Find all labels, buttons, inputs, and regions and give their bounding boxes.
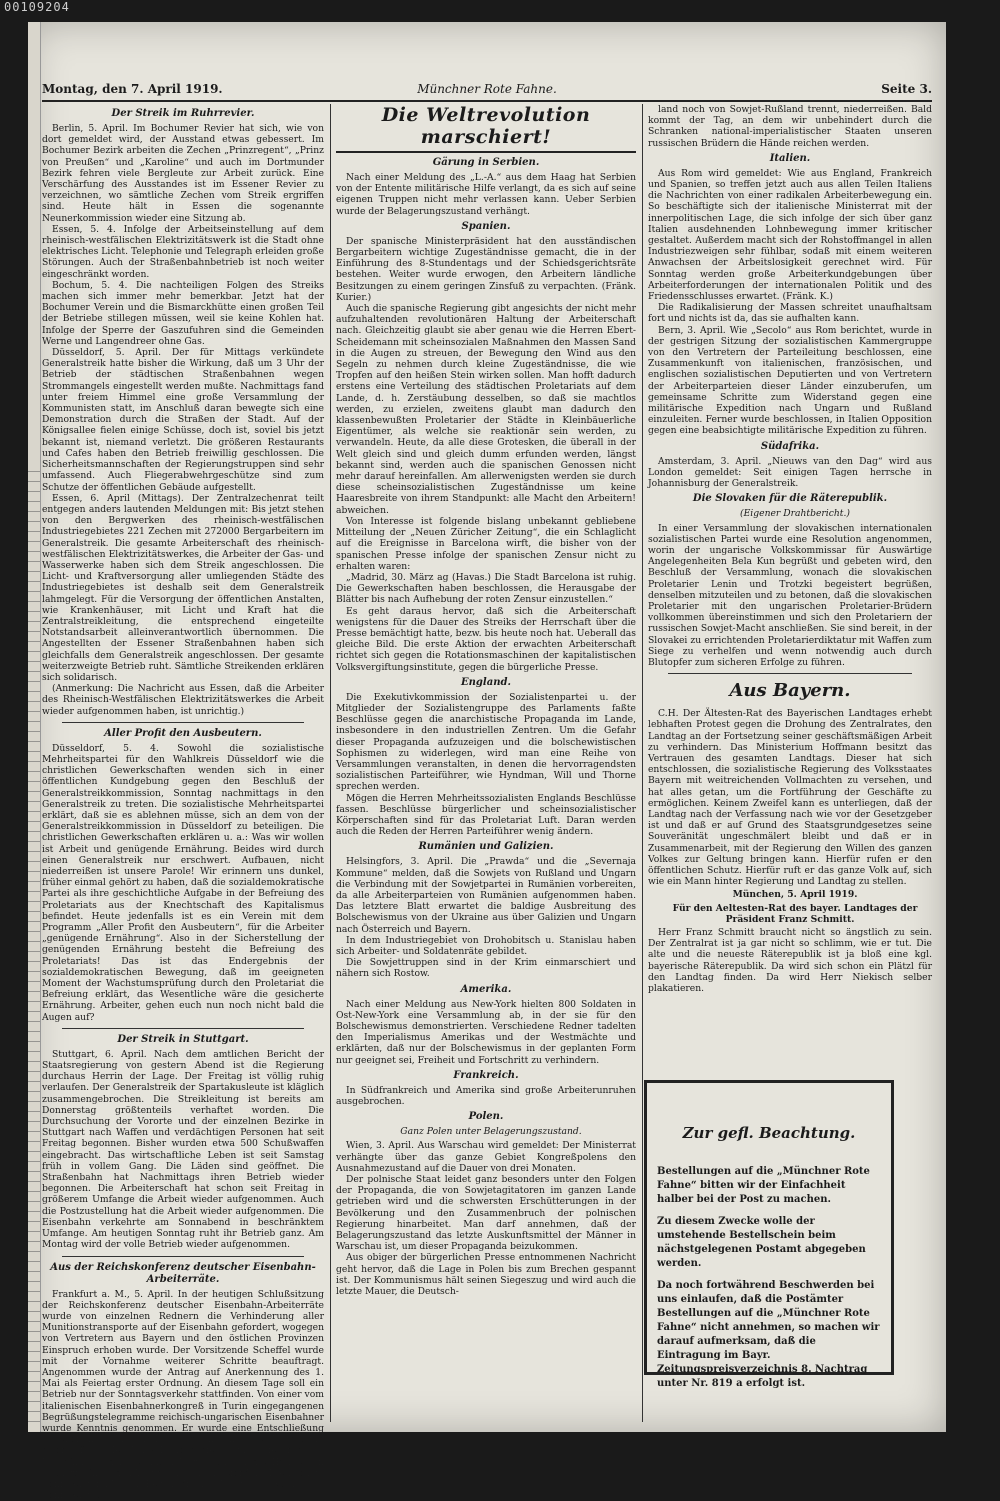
article-paragraph: Nach einer Meldung aus New-York hielten 800 Soldaten in Ost-New-York eine Versammlung ab, in der sie für den Bolschewismus demonstrierten. Verschiedene Redner tadelten den Imperialismus Amerikas und der Westmächte und erklärten, daß nur der Bolschewismus in der geplanten Form nur geeignet sei, Freiheit und Fortschritt zu verhindern. [336, 999, 636, 1066]
article-paragraph: Es geht daraus hervor, daß sich die Arbeiterschaft wenigstens für die Dauer des Streiks der Herrschaft über die Presse bemächtigt hatte, bezw. bis heute noch hat. Ueberall das gleiche Bild. Die erste Aktion der erwachten Arbeiterschaft richtet sich gegen die Rotationsmaschinen der kapitalistischen Volksvergiftungsinstitute, gegen die bürgerliche Presse. [336, 606, 636, 673]
article-paragraph: Wien, 3. April. Aus Warschau wird gemeldet: Der Ministerrat verhängte über das ganze Gebiet Kongreßpolens den Ausnahmezustand auf die Dauer von drei Monaten. [336, 1140, 636, 1174]
article-heading: Rumänien und Galizien. [336, 841, 636, 853]
article-paragraph: Von Interesse ist folgende bislang unbekannt gebliebene Mitteilung der „Neuen Züricher Zeitung“, die ein Schlaglicht auf die Ereignisse in Barcelona wirft, die bisher von der spanischen Presse infolge der spanischen Zensur nicht zu erhalten waren: [336, 516, 636, 572]
article-paragraph: Essen, 5. 4. Infolge der Arbeitseinstellung auf dem rheinisch-westfälischen Elektrizitätswerk ist die Stadt ohne elektrisches Licht. Telephonie und Telegraph erleiden große Störungen. Auch der Straßenbahnbetrieb ist noch weiter eingeschränkt worden. [42, 224, 324, 280]
article-paragraph: Düsseldorf, 5. 4. Sowohl die sozialistische Mehrheitspartei für den Wahlkreis Düsseldorf wie die christlichen Gewerkschaften wenden sich in einer öffentlichen Kundgebung gegen den Beschluß der Generalstreikkommission, Sonntag nachmittags in den Generalstreik zu treten. Die sozialistische Mehrheitspartei erklärt, daß sie es ablehnen müsse, sich an dem von der Generalstreikkommission in Düsseldorf zu beteiligen. Die christlichen Gewerkschaften erklären u. a.: Was wir wollen ist Arbeit und genügende Ernährung. Beides wird durch einen Generalstreik nur erschwert. Aufbauen, nicht niederreißen ist unsere Parole! Wir erinnern uns dunkel, früher einmal gehört zu haben, daß die sozialdemokratische Partei als ihre geschichtliche Aufgabe in der Befreiung des Proletariats aus der Knechtschaft des Kapitalismus befindet. Heute jedenfalls ist es ein Verein mit dem Programm „Aller Profit den Ausbeutern“, für die Arbeiter „genügende Ernährung“. Also in der Sicherstellung der genügenden Ernährung besteht die Befreiung des Proletariats! Das ist das Endergebnis der sozialdemokratischen Bewegung, daß im geeigneten Moment der Wachstumsprüfung durch den Proletariat die Befreiung erklärt, das Wesentliche wäre die gesicherte Ernährung. Arbeiter, gehen euch nun noch nicht bald die Augen auf? [42, 743, 324, 1023]
notice-paragraph: Bestellungen auf die „Münchner Rote Fahne“ bitten wir der Einfachheit halber bei der Post zu machen. [657, 1165, 881, 1207]
notice-paragraph: Zu diesem Zwecke wolle der umstehende Bestellschein beim nächstgelegenen Postamt abgegeben werden. [657, 1215, 881, 1271]
column-middle [336, 104, 636, 1424]
article-heading: England. [336, 677, 636, 689]
column-left [42, 104, 324, 1424]
article-paragraph: In dem Industriegebiet von Drohobitsch u. Stanislau haben sich Arbeiter- und Soldatenräte gebildet. [336, 935, 636, 957]
article-paragraph: Mögen die Herren Mehrheitssozialisten Englands Beschlüsse fassen. Beschlüsse bürgerlicher und scheinsozialistischer Körperschaften sind für das Proletariat Luft. Daran werden auch die Reden der Herren Parteiführer wenig ändern. [336, 793, 636, 838]
section-divider [668, 673, 912, 674]
main-headline: Die Weltrevolution marschiert! [336, 104, 636, 153]
article-paragraph: Auch die spanische Regierung gibt angesichts der nicht mehr aufzuhaltenden revolutionären Haltung der Arbeiterschaft nach. Gleichzeitig glaubt sie aber genau wie die Herren Ebert-Scheidemann mit scheinsozialen Maßnahmen den Massen Sand in die Augen zu streuen, der Bewegung den Wind aus den Segeln zu nehmen durch kleine Zugeständnisse, die wie Tropfen auf den heißen Stein wirken sollen. Man hofft dadurch erstens eine Verteilung des städtischen Proletariats auf dem Lande, d. h. Zerstäubung desselben, so daß sie machtlos werden, zu erzielen, zweitens glaubt man dadurch den klassenbewußten Proletarier der Städte in Kleinbäuerliche Eigentümer, als welche sie reaktionär sein werden, zu verwandeln. Heute, da alle diese Grotesken, die überall in der Welt gleich sind und gleich dumm erfunden werden, längst bekannt sind, werden auch die spanischen Genossen nicht mehr darauf hereinfallen. Am allerwenigsten werden sie durch diese scheinsozialistischen Zugeständnisse um keine Haaresbreite von ihrem Standpunkt: alle Macht den Arbeitern! abweichen. [336, 303, 636, 516]
section-divider [62, 1256, 304, 1257]
article-paragraph: Herr Franz Schmitt braucht nicht so ängstlich zu sein. Der Zentralrat ist ja gar nicht so schlimm, wie er tut. Die alte und die neueste Räterepublik ist ja bloß eine kgl. bayerische Räterepublik. Da wird sich schon ein Plätzl für den Landtag finden. Da wird Herr Niekisch selber plakatieren. [648, 927, 932, 994]
column-rule [642, 104, 643, 1422]
article-heading: Der Streik im Ruhrrevier. [42, 108, 324, 120]
article-heading: Polen. [336, 1111, 636, 1123]
article-paragraph: Düsseldorf, 5. April. Der für Mittags verkündete Generalstreik hatte bisher die Wirkung, daß um 3 Uhr der Betrieb der städtischen Straßenbahnen wegen Strommangels eingestellt werden mußte. Nachmittags fand unter freiem Himmel eine große Versammlung der Kommunisten statt, im Anschluß daran bewegte sich eine Demonstration durch die Straßen der Stadt. Auf der Königsallee fielen einige Schüsse, doch ist, soviel bis jetzt bekannt ist, niemand verletzt. Die größeren Restaurants und Cafes haben den Betrieb freiwillig geschlossen. Die Sicherheitsmannschaften der Regierungstruppen sind sehr umfassend. Auch Fliegerabwehrgeschütze sind zum Schutze der öffentlichen Gebäude aufgestellt. [42, 347, 324, 493]
dateline: München, 5. April 1919. [648, 889, 932, 900]
adjacent-page-stub [28, 22, 41, 1432]
notice-paragraph: Da noch fortwährend Beschwerden bei uns einlaufen, daß die Postämter Bestellungen auf die „Münchner Rote Fahne“ nicht annehmen, so machen wir darauf aufmerksam, daß die Eintragung im Bayr. Zeitungspreisverzeichnis 8. Nachtrag unter Nr. 819 a erfolgt ist. [657, 1279, 881, 1391]
article-heading: Spanien. [336, 221, 636, 233]
article-paragraph: Der spanische Ministerpräsident hat den ausständischen Bergarbeitern wichtige Zugeständnisse gemacht, die in der Einführung des 8-Stundentags und der Schiedsgerichtsräte bestehen. Weiter wurde erwogen, den Arbeitern ländliche Besitzungen zu einem geringen Zinsfuß zu verpachten. (Fränk. Kurier.) [336, 236, 636, 303]
notice-box [644, 1080, 894, 1375]
column-rule [330, 104, 331, 1422]
header-page-number: Seite 3. [881, 82, 932, 96]
article-paragraph: Frankfurt a. M., 5. April. In der heutigen Schlußsitzung der Reichskonferenz deutscher Eisenbahn-Arbeiterräte wurde von einzelnen Rednern die Verhinderung aller Munitionstransporte auf der Eisenbahn gefordert, wogegen von Vertretern aus Bayern und den östlichen Provinzen Einspruch erhoben wurde. Der Vorsitzende Scheffel wurde mit der Vornahme weiterer Schritte beauftragt. Angenommen wurde der Antrag auf Anerkennung des 1. Mai als Feiertag erster Ordnung. An diesem Tage soll ein Betrieb nur der Sonntagsverkehr stattfinden. Von einer vom italienischen Eisenbahnerkongreß in Turin eingegangenen Begrüßungstelegramme reichisch-ungarischen Eisenbahner wurde Kenntnis genommen. Er wurde eine Entschließung angenommen, daß das Räte-System wurde des Verfassung sofort für alle Verwaltungsgebiete und die restlose Überführung der gesamten Verwaltung in die Hände von noch zu wählenden Vertrauensleuten gefordert. Die nächste Konferenz findet in Berlin die norddeutsche Eisenbahn-Konferenz statt. [42, 1289, 324, 1501]
article-paragraph: Der polnische Staat leidet ganz besonders unter den Folgen der Propaganda, die von Sowjetagitatoren im ganzen Lande getrieben wird und die schwersten Erschütterungen in der Bevölkerung und den Zusammenbruch der polnischen Regierung hinarbeitet. Man darf annehmen, daß der Belagerungszustand das letzte Auskunftsmittel der Männer in Warschau ist, um dieser Propaganda beizukommen. [336, 1174, 636, 1252]
article-paragraph: Berlin, 5. April. Im Bochumer Revier hat sich, wie von dort gemeldet wird, der Ausstand etwas gebessert. Im Bochumer Bezirk arbeiten die Zechen „Prinzregent“, „Prinz von Preußen“ und „Karoline“ und auch im Dortmunder Bezirk fehren viele Bergleute zur Arbeit zurück. Eine Verschärfung des Ausstandes ist im Essener Revier zu verzeichnen, wo sämtliche Zechen vom Streik ergriffen sind. Heute hält in Essen die sogenannte Neunerkommission wieder eine Sitzung ab. [42, 123, 324, 224]
article-heading: Italien. [648, 153, 932, 165]
article-paragraph: Stuttgart, 6. April. Nach dem amtlichen Bericht der Staatsregierung von gestern Abend ist die Regierung durchaus Herrin der Lage. Der Freitag ist völlig ruhig verlaufen. Der Generalstreik der Spartakusleute ist kläglich zusammengebrochen. Die Streikleitung ist bereits am Donnerstag größtenteils verhaftet worden. Die Durchsuchung der Vororte und der einzelnen Bezirke in Stuttgart nach Waffen und verdächtigen Personen hat seit Freitag begonnen. Bisher wurden etwa 500 Schußwaffen eingebracht. Das wirtschaftliche Leben ist seit Samstag früh in vollem Gang. Die Läden sind geöffnet. Die Straßenbahn hat Nachmittags ihren Betrieb wieder begonnen. Die Arbeiterschaft hat schon seit Freitag in größerem Umfange die Arbeit wieder aufgenommen. Auch die Postzustellung hat die Arbeit wieder aufgenommen. Die Eisenbahn verkehrte am Sonnabend in beschränktem Umfange. Am heutigen Sonntag ruht ihr Betrieb ganz. Am Montag wird der volle Betrieb wieder aufgenommen. [42, 1049, 324, 1251]
section-divider [62, 722, 304, 723]
article-paragraph: Bern, 3. April. Wie „Secolo“ aus Rom berichtet, wurde in der gestrigen Sitzung der sozialistischen Kammergruppe von den Vertretern der Parteileitung beschlossen, eine Zusammenkunft von italienischen, französischen, und englischen sozialistischen Deputierten und von Vertretern der Arbeiterparteien dieser Länder einzuberufen, um gemeinsame Schritte zum Widerstand gegen eine militärische Expedition nach Ungarn und Rußland einzuleiten. Ferner wurde beschlossen, in Italien Opposition gegen eine beabsichtigte militärische Expedition zu führen. [648, 325, 932, 437]
article-heading: Der Streik in Stuttgart. [42, 1034, 324, 1046]
article-paragraph: Die Sowjettruppen sind in der Krim einmarschiert und nähern sich Rostow. [336, 957, 636, 979]
article-paragraph: „Madrid, 30. März ag (Havas.) Die Stadt Barcelona ist ruhig. Die Gewerkschaften haben beschlossen, die Herausgabe der Blätter bis nach Aufhebung der roten Zensur einzustellen.“ [336, 572, 636, 606]
article-heading: Die Slovaken für die Räterepublik. [648, 493, 932, 505]
article-paragraph: Nach einer Meldung des „L.-A.“ aus dem Haag hat Serbien von der Entente militärische Hilfe verlangt, da es sich auf seine eigenen Truppen nicht mehr verlassen kann. Ueber Serbien wurde der Belagerungszustand verhängt. [336, 172, 636, 217]
article-paragraph: Helsingfors, 3. April. Die „Prawda“ und die „Severnaja Kommune“ melden, daß die Sowjets von Rußland und Ungarn die Verbindung mit der Sowjetpartei in Rumänien vorbereiten, da alle Arbeiterparteien von Rumänien aufgenommen haben. Das letztere Blatt erwartet die baldige Ausbreitung des Bolschewismus von der Ukraine aus über Galizien und Ungarn nach Österreich und Bayern. [336, 856, 636, 934]
archive-id: 00109204 [4, 0, 94, 22]
article-paragraph: Die Exekutivkommission der Sozialistenpartei u. der Mitglieder der Sozialistengruppe des Parlaments faßte Beschlüsse gegen die anarchistische Propaganda im Lande, insbesondere in den industriellen Zentren. Um die Gefahr dieser Propaganda aufzuzeigen und die bolschewistischen Sophismen zu widerlegen, wird man eine Reihe von Versammlungen veranstalten, in denen die hervorragendsten sozialistischen Parteiführer, wie Hyndman, Will und Thorne sprechen werden. [336, 692, 636, 793]
article-heading: Aus der Reichskonferenz deutscher Eisenbahn-Arbeiterräte. [42, 1262, 324, 1286]
article-paragraph: In Südfrankreich und Amerika sind große Arbeiterunruhen ausgebrochen. [336, 1085, 636, 1107]
article-subheading: Ganz Polen unter Belagerungszustand. [336, 1126, 636, 1137]
article-subheading: (Eigener Drahtbericht.) [648, 508, 932, 519]
article-paragraph: Aus obiger der bürgerlichen Presse entnommenen Nachricht geht hervor, daß die Lage in Polen bis zum Brechen gespannt ist. Der Kommunismus hält seinen Siegeszug und wird auch die letzte Mauer, die Deutsch- [336, 1252, 636, 1297]
article-paragraph: land noch von Sowjet-Rußland trennt, niederreißen. Bald kommt der Tag, an dem wir unbehindert durch die Schranken national-imperialistischer Staaten unseren russischen Brüdern die Hände reichen werden. [648, 104, 932, 149]
page-header [42, 80, 932, 102]
header-date: Montag, den 7. April 1919. [42, 82, 223, 96]
article-heading: Südafrika. [648, 441, 932, 453]
article-paragraph: Essen, 6. April (Mittags). Der Zentralzechenrat teilt entgegen anders lautenden Meldungen mit: Bis jetzt stehen von den Bergwerken des rheinisch-westfälischen Industriegebietes 221 Zechen mit 272000 Bergarbeitern im Generalstreik. Die gesamte Arbeiterschaft des rheinisch-westfälischen Elektrizitätswerkes, die Arbeiter der Gas- und Wasserwerke haben sich dem Streik angeschlossen. Die Licht- und Kraftversorgung aller umliegenden Städte des Industriegebietes ist deshalb seit dem Generalstreik lahmgelegt. Für die Versorgung der öffentlichen Anstalten, wie Krankenhäuser, mit Licht und Kraft hat die Zentralstreikleitung, die entsprechend eingeteilte Notstandsarbeit alleinverantwortlich übernommen. Die Angestellten der Essener Straßenbahnen haben sich gleichfalls dem Generalstreik angeschlossen. Der gesamte weiterzweigte Betrieb ruht. Sämtliche Streikenden erklären sich solidarisch. [42, 493, 324, 683]
section-divider [62, 1028, 304, 1029]
header-paper-title: Münchner Rote Fahne. [42, 82, 932, 96]
article-heading: Aller Profit den Ausbeutern. [42, 728, 324, 740]
newspaper-page [28, 22, 946, 1432]
article-paragraph: (Anmerkung: Die Nachricht aus Essen, daß die Arbeiter des Rheinisch-Westfälischen Elektrizitätswerkes die Arbeit wieder aufgenommen haben, ist unrichtig.) [42, 683, 324, 717]
article-paragraph: Aus Rom wird gemeldet: Wie aus England, Frankreich und Spanien, so treffen jetzt auch aus allen Teilen Italiens die Nachrichten von einer radikalen Arbeiterbewegung ein. So beschäftigte sich der italienische Ministerrat mit der innerpolitischen Lage, die sich infolge der sich über ganz Italien ausdehnenden Lohnbewegung immer kritischer gestaltet. Außerdem macht sich der Rohstoffmangel in allen Industriezweigen sehr fühlbar, sodaß mit einem weiteren Anwachsen der Arbeitslosigkeit gerechnet wird. Für Sonntag werden große Arbeiterkundgebungen über Arbeiterforderungen der internationalen Politik und des Friedensschlusses erwartet. (Fränk. K.) [648, 168, 932, 302]
article-paragraph: Amsterdam, 3. April. „Nieuws van den Dag“ wird aus London gemeldet: Seit einigen Tagen herrsche in Johannisburg der Generalstreik. [648, 456, 932, 490]
article-paragraph: Bochum, 5. 4. Die nachteiligen Folgen des Streiks machen sich immer mehr bemerkbar. Jetzt hat der Bochumer Verein und die Bismarckhütte einen großen Teil der Betriebe stillegen müssen, weil sie keine Kohlen hat. Infolge der Sperre der Gaszufuhren sind die Gemeinden Werne und Langendreer ohne Gas. [42, 280, 324, 347]
article-heading: Gärung in Serbien. [336, 157, 636, 169]
notice-title: Zur gefl. Beachtung. [657, 1123, 881, 1143]
section-headline: Aus Bayern. [648, 680, 932, 702]
signature: Für den Aeltesten-Rat des bayer. Landtages der Präsident Franz Schmitt. [648, 903, 932, 925]
article-heading: Frankreich. [336, 1070, 636, 1082]
article-paragraph: In einer Versammlung der slovakischen internationalen sozialistischen Partei wurde eine Resolution angenommen, worin der ungarische Volkskommissar für Auswärtige Angelegenheiten Bela Kun begrüßt und gebeten wird, den Beschluß der Versammlung, wonach die slovakischen Proletarier Lenin und Trotzki begeistert begrüßen, denselben mitzuteilen und zu betonen, daß die slovakischen Proletarier mit den ungarischen Proletarier-Brüdern vollkommen übereinstimmen und sich den Proletariern der russischen Sowjet-Macht anschließen. Sie sind bereit, in der Slovakei zu errichtenden Proletarierdiktatur mit Waffen zum Siege zu verhelfen und wenn notwendig auch durch Blutopfer zum sicheren Erfolge zu führen. [648, 523, 932, 669]
article-paragraph: Die Radikalisierung der Massen schreitet unaufhaltsam fort und nichts ist da, das sie aufhalten kann. [648, 302, 932, 324]
article-heading: Amerika. [336, 984, 636, 996]
article-paragraph: C.H. Der Ältesten-Rat des Bayerischen Landtages erhebt lebhaften Protest gegen die Drohung des Zentralrates, den Landtag an der Fortsetzung seiner geschäftsmäßigen Arbeit zu verhindern. Das Ministerium Hoffmann besitzt das Vertrauen des gesamten Landtags. Dieser hat sich entschlossen, die sozialistische Regierung des Volksstaates Bayern mit weitreichenden Vollmachten zu versehen, und hat alles getan, um die Fortführung der Geschäfte zu ermöglichen. Keinem Zweifel kann es unterliegen, daß der Landtag nach der Verfassung nach wie vor der Gesetzgeber ist und daß er auf Grund des Staatsgrundgesetzes seine Souveränität ungeschmälert bleibt und daß er in Zusammenarbeit, mit der Regierung den Willen des ganzen Volkes zur Geltung bringen kann. Hierfür rufen er den öffentlichen Schutz. Hierfür ruft er das ganze Volk auf, sich wie ein Mann hinter Regierung und Landtag zu stellen. [648, 708, 932, 887]
